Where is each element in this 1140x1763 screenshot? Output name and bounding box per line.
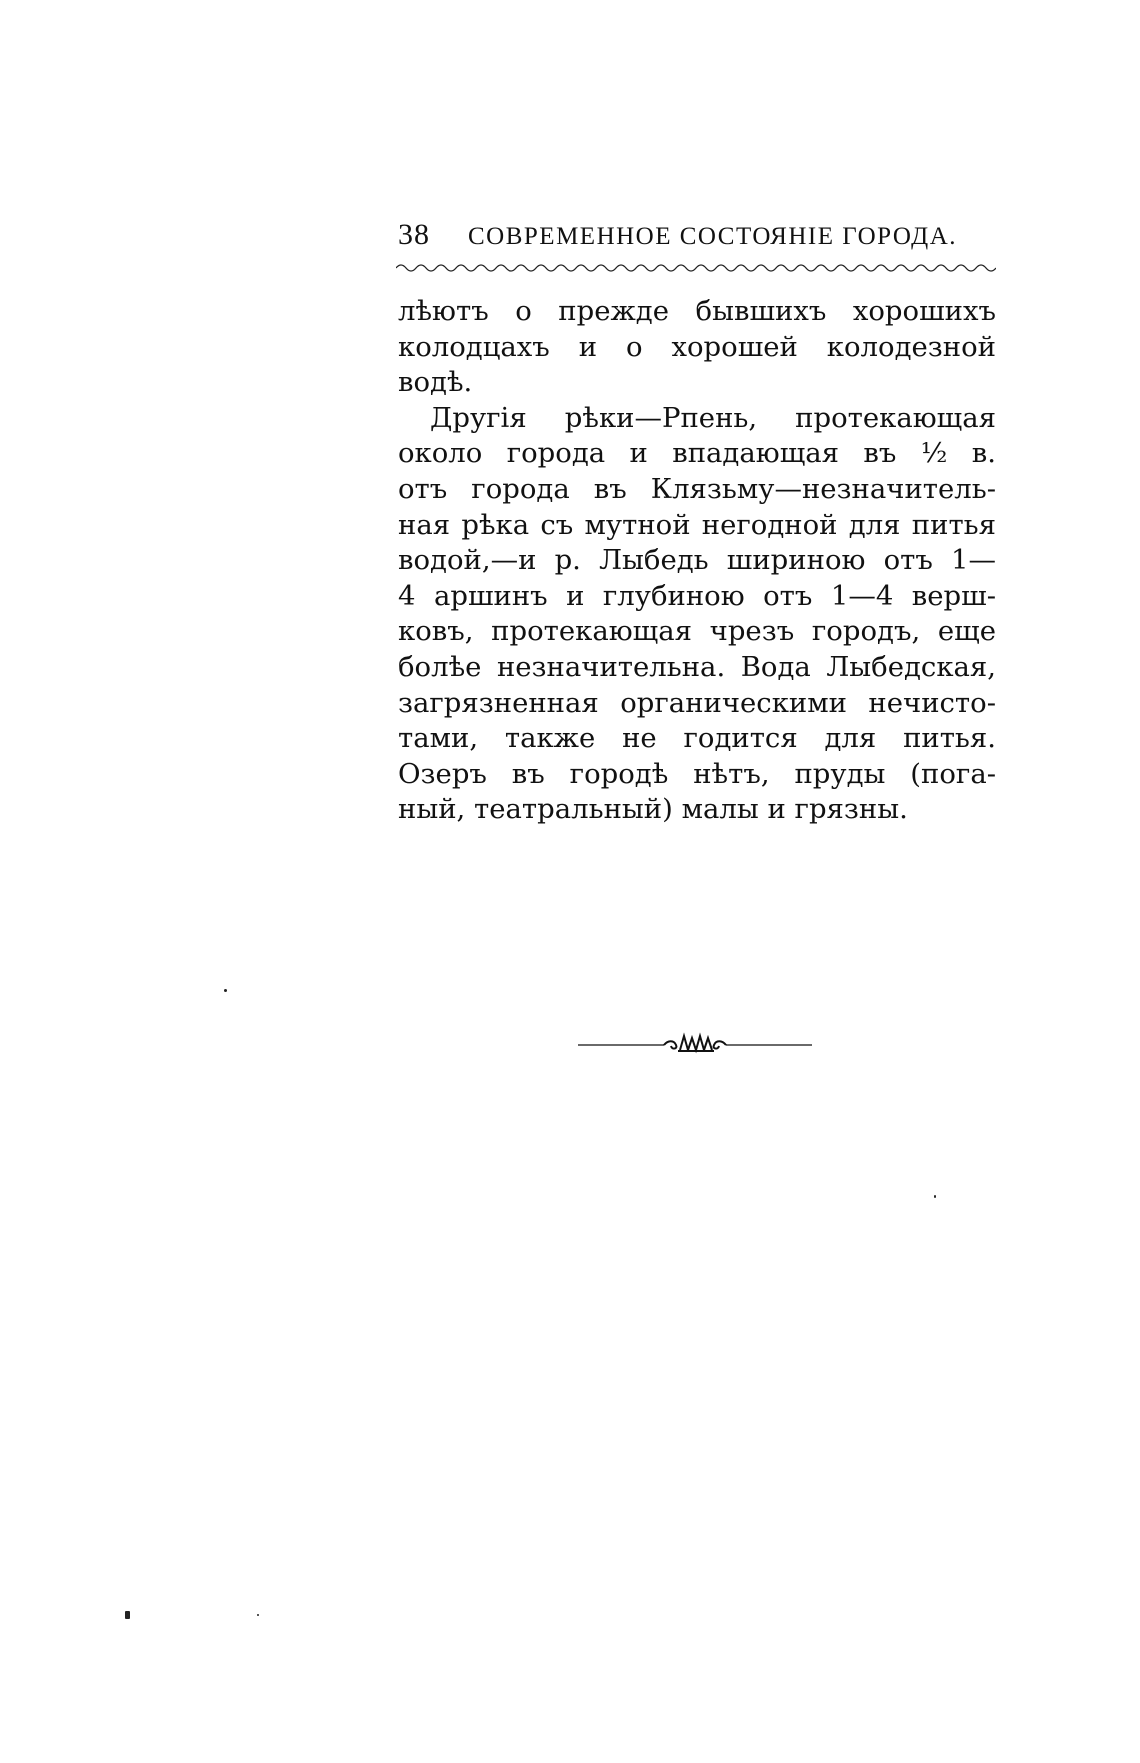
text-line: Озеръ въ городѣ нѣтъ, пруды (пога- [398, 757, 996, 790]
text-line: Другія рѣки—Рпень, протекающая [430, 401, 996, 434]
wavy-rule-divider [396, 262, 996, 274]
dust-speck [934, 1195, 936, 1198]
dust-speck [125, 1611, 130, 1619]
page-number: 38 [398, 218, 430, 251]
end-ornament [578, 1032, 812, 1058]
text-line: около города и впадающая въ ½ в. [398, 437, 996, 470]
text-line: колодцахъ и о хорошей колодезной [398, 330, 996, 363]
body-paragraphs [398, 294, 996, 828]
text-line: тами, также не годится для питья. [398, 722, 996, 755]
text-line: водѣ. [398, 366, 473, 399]
text-line: болѣе незначительна. Вода Лыбедская, [398, 650, 996, 683]
text-line: водой,—и р. Лыбедь шириною отъ 1— [398, 544, 996, 577]
text-line: ковъ, протекающая чрезъ городъ, еще [398, 615, 996, 648]
text-line: лѣютъ о прежде бывшихъ хорошихъ [398, 295, 996, 327]
text-line: ный, театральный) малы и грязны. [398, 793, 908, 826]
text-line: ная рѣка съ мутной негодной для питья [398, 508, 996, 541]
fleuron-icon [664, 1036, 726, 1051]
text-line: 4 аршинъ и глубиною отъ 1—4 верш- [398, 579, 996, 612]
text-line: загрязненная органическими нечисто- [398, 686, 996, 719]
dust-speck [257, 1614, 259, 1616]
running-title: СОВРЕМЕННОЕ СОСТОЯНІЕ ГОРОДА. [468, 223, 958, 250]
dust-speck [224, 989, 227, 992]
page-header [398, 218, 996, 258]
text-line: отъ города въ Клязьму—незначитель- [398, 472, 996, 505]
